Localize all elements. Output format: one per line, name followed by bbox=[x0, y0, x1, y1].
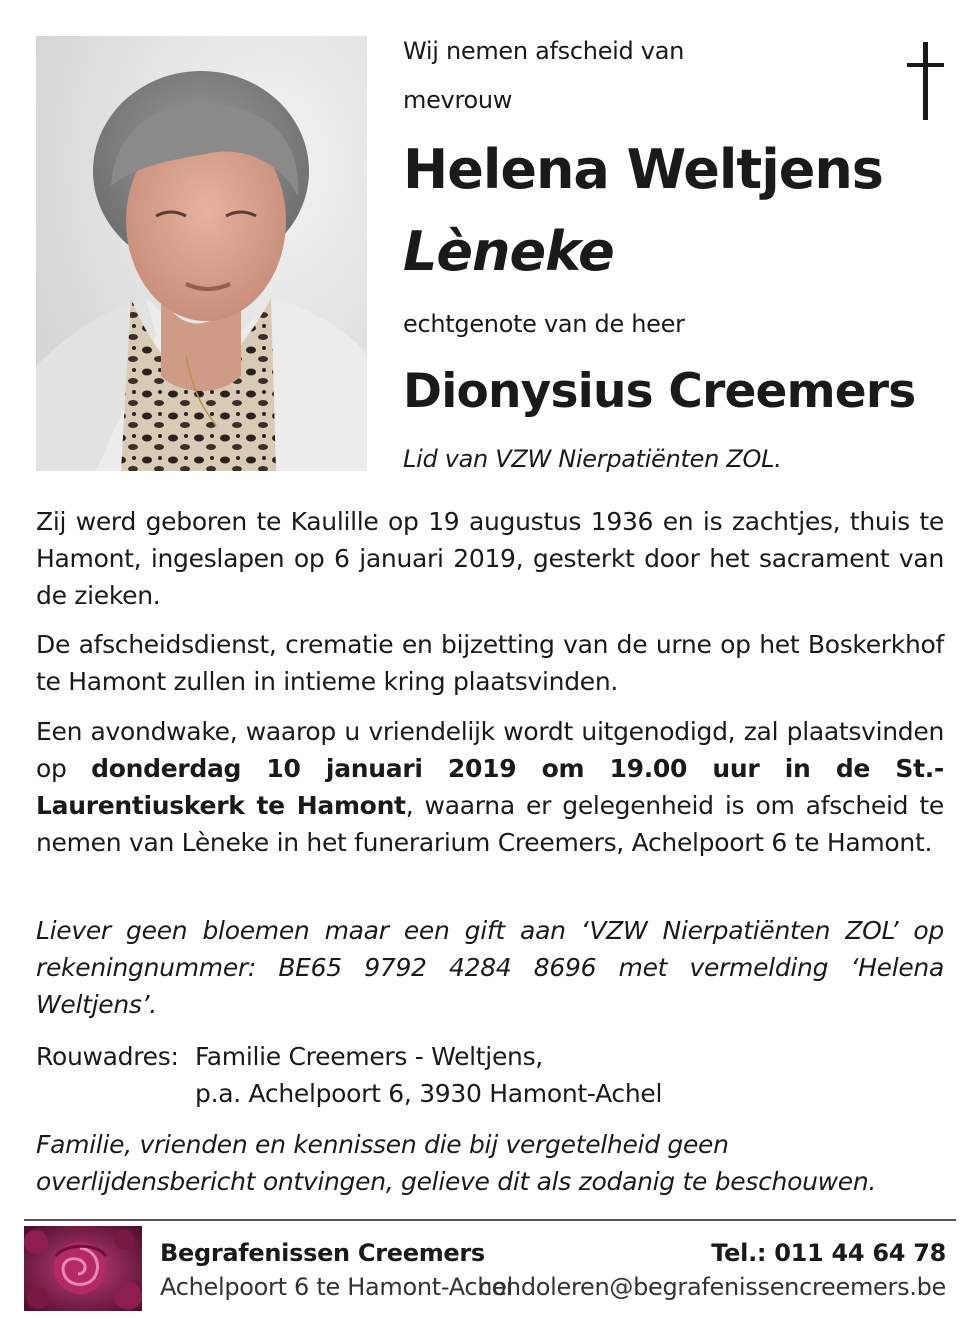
wake-date-location: donderdag 10 januari 2019 om 19.00 uur in de St.-Laurentiuskerk te Hamont bbox=[36, 754, 945, 820]
company-email[interactable]: condoleren@begrafenissencreemers.be bbox=[478, 1273, 946, 1301]
company-name: Begrafenissen Creemers bbox=[160, 1239, 485, 1267]
wake-text-start: Een avondwake, waarop u vriendelijk wordt uitgenodigd, zal plaatsvinden op bbox=[36, 717, 944, 783]
birth-paragraph: Zij werd geboren te Kaulille op 19 augustus 1936 en is zachtjes, thuis te Hamont, ingeslapen op 6 januari 2019, gesterkt door het sacrament van de zieken. bbox=[36, 507, 944, 610]
rose-logo bbox=[24, 1226, 142, 1311]
portrait-photo bbox=[36, 36, 367, 471]
wake-text-end: , waarna er gelegenheid is om afscheid te nemen van Lèneke in het funerarium Creemers, Achelpoort 6 te Hamont. bbox=[36, 791, 944, 857]
intro-line-1: Wij nemen afscheid van bbox=[403, 37, 685, 65]
intro-line-2: mevrouw bbox=[403, 86, 513, 114]
mourning-address-label: Rouwadres: bbox=[36, 1042, 179, 1071]
notice-paragraph: Familie, vrienden en kennissen die bij vergetelheid geen overlijdensbericht ontvingen, gelieve dit als zodanig te beschouwen. bbox=[36, 1130, 877, 1196]
footer-divider bbox=[24, 1219, 956, 1221]
membership-note: Lid van VZW Nierpatiënten ZOL. bbox=[403, 445, 782, 473]
nickname: Lèneke bbox=[403, 220, 614, 283]
wake-paragraph bbox=[36, 713, 944, 861]
spouse-intro: echtgenote van de heer bbox=[403, 310, 685, 338]
company-address: Achelpoort 6 te Hamont-Achel bbox=[160, 1273, 514, 1301]
company-phone[interactable]: Tel.: 011 44 64 78 bbox=[711, 1239, 946, 1267]
cross-icon bbox=[906, 42, 946, 124]
service-paragraph: De afscheidsdienst, crematie en bijzetting van de urne op het Boskerkhof te Hamont zullen in intieme kring plaatsvinden. bbox=[36, 630, 944, 696]
deceased-name: Helena Weltjens bbox=[403, 138, 883, 201]
mourning-address-line-2: p.a. Achelpoort 6, 3930 Hamont-Achel bbox=[195, 1079, 663, 1108]
gift-paragraph: Liever geen bloemen maar een gift aan ‘VZW Nierpatiënten ZOL’ op rekeningnummer: BE65 9792 4284 8696 met vermelding ‘Helena Weltjens’. bbox=[36, 916, 944, 1019]
mourning-address-line-1: Familie Creemers - Weltjens, bbox=[195, 1042, 543, 1071]
spouse-name: Dionysius Creemers bbox=[403, 364, 916, 419]
